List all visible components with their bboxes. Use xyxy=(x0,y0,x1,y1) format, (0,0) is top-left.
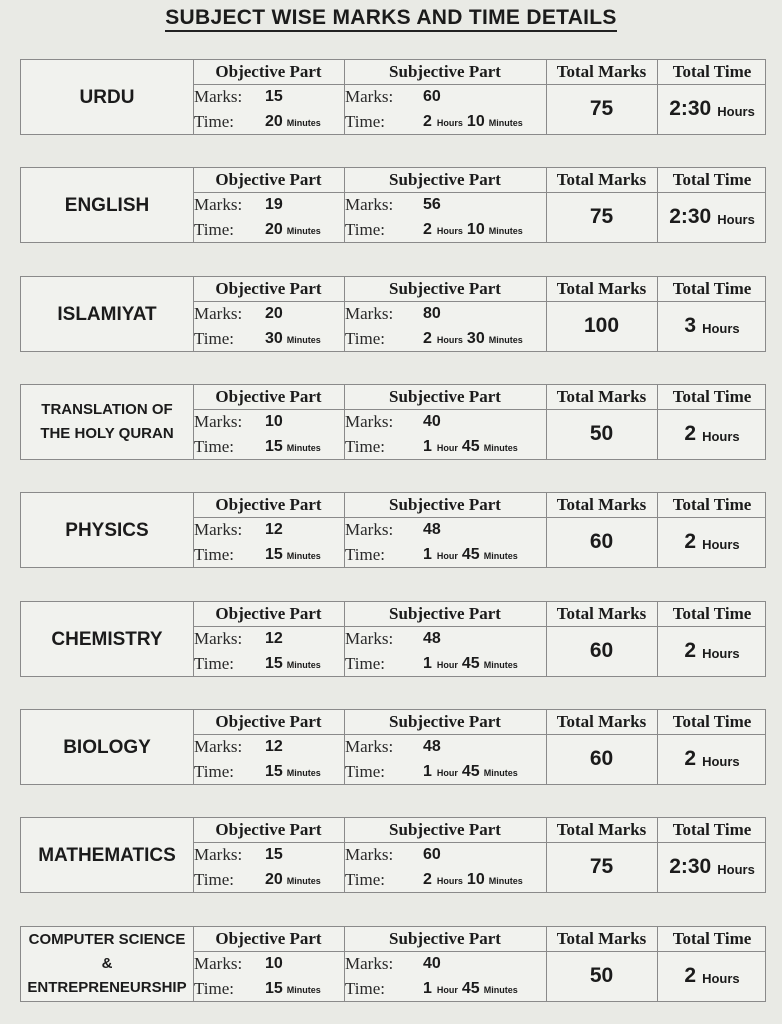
subjective-header: Subjective Part xyxy=(389,712,501,731)
subject-name xyxy=(21,168,193,242)
subjective-marks: 56 xyxy=(423,196,441,213)
objective-time-label: Time: xyxy=(194,437,235,456)
objective-time: 15 Minutes xyxy=(265,655,321,672)
total-marks-header: Total Marks xyxy=(556,604,647,623)
objective-time-label: Time: xyxy=(194,979,235,998)
objective-time-label: Time: xyxy=(194,545,235,564)
subject-name-text: MATHEMATICS xyxy=(38,844,176,866)
subjective-marks-label: Marks: xyxy=(345,304,394,323)
subjective-marks-label: Marks: xyxy=(345,520,394,539)
objective-time: 15 Minutes xyxy=(265,438,321,455)
total-marks-header: Total Marks xyxy=(556,820,647,839)
subjective-time-label: Time: xyxy=(345,762,386,781)
subjective-time: 2 Hours 10 Minutes xyxy=(423,871,523,888)
subjective-marks-label: Marks: xyxy=(345,737,394,756)
subject-name xyxy=(21,60,193,134)
total-time-value: 2:30 Hours xyxy=(669,97,755,120)
objective-marks: 10 xyxy=(265,413,283,430)
objective-time-label: Time: xyxy=(194,220,235,239)
total-time-value: 2:30 Hours xyxy=(669,855,755,878)
subjective-header: Subjective Part xyxy=(389,387,501,406)
subject-name-text: ISLAMIYAT xyxy=(57,303,157,325)
objective-marks: 12 xyxy=(265,630,283,647)
subject-name-text: PHYSICS xyxy=(65,519,149,541)
total-marks-header: Total Marks xyxy=(556,62,647,81)
objective-time: 15 Minutes xyxy=(265,546,321,563)
subjective-time-label: Time: xyxy=(345,979,386,998)
total-marks-value: 60 xyxy=(589,639,614,662)
subject-name-line: & xyxy=(101,955,113,972)
subject-name xyxy=(21,277,193,351)
total-time-header: Total Time xyxy=(672,62,752,81)
total-time-value: 2 Hours xyxy=(684,964,740,987)
objective-marks-label: Marks: xyxy=(194,954,243,973)
objective-time-label: Time: xyxy=(194,654,235,673)
subject-name-line: TRANSLATION OF xyxy=(41,401,173,418)
objective-marks-label: Marks: xyxy=(194,629,243,648)
subjective-marks: 48 xyxy=(423,521,441,538)
subjective-header: Subjective Part xyxy=(389,62,501,81)
subjective-time-label: Time: xyxy=(345,870,386,889)
subject-block xyxy=(20,492,766,568)
objective-header: Objective Part xyxy=(215,929,322,948)
objective-marks: 20 xyxy=(265,305,283,322)
objective-header: Objective Part xyxy=(215,820,322,839)
objective-time-label: Time: xyxy=(194,112,235,131)
subject-block xyxy=(20,926,766,1002)
subject-block xyxy=(20,384,766,460)
total-time-header: Total Time xyxy=(672,604,752,623)
total-marks-value: 75 xyxy=(589,97,614,120)
subject-name-line: ENTREPRENEURSHIP xyxy=(27,979,187,996)
total-marks-header: Total Marks xyxy=(556,495,647,514)
subjective-time: 1 Hour 45 Minutes xyxy=(423,546,518,563)
total-time-value: 2 Hours xyxy=(684,639,740,662)
subjective-header: Subjective Part xyxy=(389,929,501,948)
subject-name-line: THE HOLY QURAN xyxy=(40,425,174,442)
total-marks-value: 60 xyxy=(589,747,614,770)
objective-marks-label: Marks: xyxy=(194,520,243,539)
subjective-time-label: Time: xyxy=(345,220,386,239)
total-marks-value: 50 xyxy=(589,964,614,987)
subjective-header: Subjective Part xyxy=(389,170,501,189)
objective-marks-label: Marks: xyxy=(194,87,243,106)
subjective-marks-label: Marks: xyxy=(345,845,394,864)
total-time-header: Total Time xyxy=(672,712,752,731)
subjective-time: 2 Hours 10 Minutes xyxy=(423,221,523,238)
subject-block xyxy=(20,167,766,243)
objective-header: Objective Part xyxy=(215,495,322,514)
total-time-value: 2 Hours xyxy=(684,422,740,445)
subject-name xyxy=(21,602,193,676)
subjective-marks: 40 xyxy=(423,955,441,972)
objective-time-label: Time: xyxy=(194,329,235,348)
objective-header: Objective Part xyxy=(215,604,322,623)
subjective-marks-label: Marks: xyxy=(345,412,394,431)
subject-name-text: ENGLISH xyxy=(64,194,150,216)
objective-time: 30 Minutes xyxy=(265,330,321,347)
objective-header: Objective Part xyxy=(215,170,322,189)
total-marks-value: 60 xyxy=(589,530,614,553)
subjective-time-label: Time: xyxy=(345,654,386,673)
objective-header: Objective Part xyxy=(215,387,322,406)
subjective-marks: 60 xyxy=(423,88,441,105)
subjective-time-label: Time: xyxy=(345,112,386,131)
total-time-value: 2:30 Hours xyxy=(669,205,755,228)
total-time-header: Total Time xyxy=(672,929,752,948)
subject-block xyxy=(20,817,766,893)
total-time-value: 2 Hours xyxy=(684,747,740,770)
subject-name-text: CHEMISTRY xyxy=(51,628,163,650)
total-marks-header: Total Marks xyxy=(556,929,647,948)
subjective-marks: 40 xyxy=(423,413,441,430)
subjective-time-label: Time: xyxy=(345,437,386,456)
subjective-marks-label: Marks: xyxy=(345,195,394,214)
subject-name xyxy=(21,493,193,567)
subject-name xyxy=(21,385,193,459)
objective-marks: 10 xyxy=(265,955,283,972)
page-title: SUBJECT WISE MARKS AND TIME DETAILS xyxy=(0,6,782,30)
objective-marks: 15 xyxy=(265,846,283,863)
subjective-marks: 60 xyxy=(423,846,441,863)
subjective-header: Subjective Part xyxy=(389,604,501,623)
objective-marks-label: Marks: xyxy=(194,304,243,323)
total-time-value: 2 Hours xyxy=(684,530,740,553)
total-marks-header: Total Marks xyxy=(556,170,647,189)
subject-name xyxy=(21,818,193,892)
subjective-marks: 48 xyxy=(423,630,441,647)
subject-block xyxy=(20,709,766,785)
subjective-header: Subjective Part xyxy=(389,495,501,514)
total-marks-value: 50 xyxy=(589,422,614,445)
subjective-time: 2 Hours 30 Minutes xyxy=(423,330,523,347)
total-time-header: Total Time xyxy=(672,387,752,406)
objective-marks-label: Marks: xyxy=(194,737,243,756)
objective-header: Objective Part xyxy=(215,62,322,81)
total-time-value: 3 Hours xyxy=(684,314,740,337)
total-time-header: Total Time xyxy=(672,820,752,839)
subject-name-line: COMPUTER SCIENCE xyxy=(28,931,186,948)
subjective-time-label: Time: xyxy=(345,545,386,564)
subject-name xyxy=(21,710,193,784)
objective-time-label: Time: xyxy=(194,870,235,889)
subjective-marks-label: Marks: xyxy=(345,954,394,973)
objective-marks: 12 xyxy=(265,521,283,538)
objective-time: 20 Minutes xyxy=(265,221,321,238)
total-marks-header: Total Marks xyxy=(556,712,647,731)
subjective-marks-label: Marks: xyxy=(345,629,394,648)
subject-name-text: URDU xyxy=(79,86,135,108)
subject-block xyxy=(20,601,766,677)
objective-marks-label: Marks: xyxy=(194,412,243,431)
objective-marks: 15 xyxy=(265,88,283,105)
total-marks-header: Total Marks xyxy=(556,279,647,298)
subjective-header: Subjective Part xyxy=(389,820,501,839)
objective-marks: 12 xyxy=(265,738,283,755)
objective-time: 20 Minutes xyxy=(265,871,321,888)
subjective-time: 1 Hour 45 Minutes xyxy=(423,655,518,672)
total-marks-header: Total Marks xyxy=(556,387,647,406)
objective-header: Objective Part xyxy=(215,712,322,731)
subjective-marks-label: Marks: xyxy=(345,87,394,106)
subjective-time: 1 Hour 45 Minutes xyxy=(423,980,518,997)
total-time-header: Total Time xyxy=(672,170,752,189)
total-time-header: Total Time xyxy=(672,495,752,514)
subject-block xyxy=(20,59,766,135)
subjective-marks: 48 xyxy=(423,738,441,755)
objective-time: 20 Minutes xyxy=(265,113,321,130)
total-time-header: Total Time xyxy=(672,279,752,298)
subject-block xyxy=(20,276,766,352)
objective-marks-label: Marks: xyxy=(194,195,243,214)
subjective-time: 1 Hour 45 Minutes xyxy=(423,763,518,780)
objective-marks: 19 xyxy=(265,196,283,213)
subject-name xyxy=(21,927,193,1001)
objective-time: 15 Minutes xyxy=(265,763,321,780)
subjective-time: 1 Hour 45 Minutes xyxy=(423,438,518,455)
subjective-time-label: Time: xyxy=(345,329,386,348)
subjective-header: Subjective Part xyxy=(389,279,501,298)
subjective-marks: 80 xyxy=(423,305,441,322)
total-marks-value: 100 xyxy=(583,314,620,337)
objective-marks-label: Marks: xyxy=(194,845,243,864)
objective-time: 15 Minutes xyxy=(265,980,321,997)
subjective-time: 2 Hours 10 Minutes xyxy=(423,113,523,130)
total-marks-value: 75 xyxy=(589,205,614,228)
subject-name-text: BIOLOGY xyxy=(63,736,151,758)
total-marks-value: 75 xyxy=(589,855,614,878)
objective-header: Objective Part xyxy=(215,279,322,298)
objective-time-label: Time: xyxy=(194,762,235,781)
